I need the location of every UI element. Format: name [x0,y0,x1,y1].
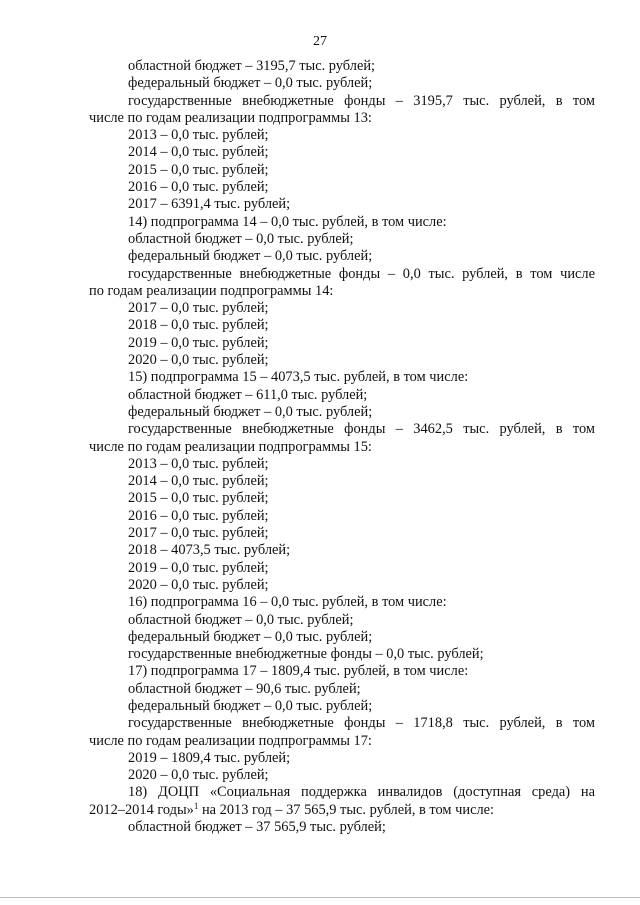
line-text: 2015 – 0,0 тыс. рублей; [128,490,269,507]
text-line [89,525,595,542]
text-line [89,542,595,559]
line-text: 2019 – 0,0 тыс. рублей; [128,559,269,576]
line-text: 15) подпрограмма 15 – 4073,5 тыс. рублей, в том числе: [128,369,469,386]
text-line [89,802,595,819]
text-line [89,127,595,144]
text-line [89,300,595,317]
line-text: 2014 – 0,0 тыс. рублей; [128,144,269,161]
line-text: 2017 – 6391,4 тыс. рублей; [128,196,291,213]
text-line [89,733,595,750]
line-text: областной бюджет – 90,6 тыс. рублей; [128,680,361,697]
text-line [89,317,595,334]
line-text: 2019 – 1809,4 тыс. рублей; [128,749,291,766]
line-text: 2014 – 0,0 тыс. рублей; [128,473,269,490]
text-line [89,819,595,836]
text-line [89,750,595,767]
text-line [89,456,595,473]
text-line [89,179,595,196]
text-line [89,629,595,646]
page-number: 27 [313,34,327,49]
text-line [89,663,595,680]
text-line [89,110,595,127]
line-text: областной бюджет – 3195,7 тыс. рублей; [128,58,376,74]
line-text: федеральный бюджет – 0,0 тыс. рублей; [128,403,373,420]
line-text: 2017 – 0,0 тыс. рублей; [128,300,269,317]
line-text: областной бюджет – 0,0 тыс. рублей; [128,611,354,628]
line-text: областной бюджет – 0,0 тыс. рублей; [128,230,354,247]
line-text: по годам реализации подпрограммы 14: [89,282,334,299]
line-text: 2020 – 0,0 тыс. рублей; [128,352,269,369]
text-line [89,490,595,507]
line-text: 2013 – 0,0 тыс. рублей; [128,455,269,472]
line-text: числе по годам реализации подпрограммы 13: [89,109,372,126]
line-text: 2013 – 0,0 тыс. рублей; [128,127,269,144]
text-line [89,58,595,75]
line-text: областной бюджет – 611,0 тыс. рублей; [128,386,368,403]
text-line [89,75,595,92]
text-line [89,439,595,456]
text-line [89,715,595,732]
text-line [89,352,595,369]
line-text: 14) подпрограмма 14 – 0,0 тыс. рублей, в том числе: [128,213,447,230]
text-line [89,560,595,577]
text-line [89,404,595,421]
footnote-marker: 1 [193,800,199,811]
line-text: 2017 – 0,0 тыс. рублей; [128,525,269,542]
line-text: федеральный бюджет – 0,0 тыс. рублей; [128,75,373,92]
text-line [89,508,595,525]
line-text-continuation: на 2013 год – 37 565,9 тыс. рублей, в том числе: [198,801,495,818]
text-line [89,248,595,265]
line-text: 2019 – 0,0 тыс. рублей; [128,334,269,351]
text-line [89,369,595,386]
text-line [89,784,595,801]
line-text: областной бюджет – 37 565,9 тыс. рублей; [128,819,386,836]
text-line [89,681,595,698]
text-line [89,231,595,248]
line-text: 2020 – 0,0 тыс. рублей; [128,576,269,593]
text-line [89,214,595,231]
line-text: 2018 – 0,0 тыс. рублей; [128,317,269,334]
text-line [89,421,595,438]
line-text: числе по годам реализации подпрограммы 17: [89,732,372,749]
text-line [89,612,595,629]
line-text: 16) подпрограмма 16 – 0,0 тыс. рублей, в том числе: [128,594,447,611]
line-text: 2018 – 4073,5 тыс. рублей; [128,542,291,559]
text-line [89,196,595,213]
text-line [89,387,595,404]
text-line [89,767,595,784]
line-text: 2012–2014 годы» [89,801,194,818]
line-text: 2016 – 0,0 тыс. рублей; [128,507,269,524]
text-line [89,335,595,352]
text-line [89,698,595,715]
line-text: государственные внебюджетные фонды – 1718,8 тыс. рублей, в том [128,715,595,732]
line-text: 2015 – 0,0 тыс. рублей; [128,161,269,178]
line-text: государственные внебюджетные фонды – 0,0 тыс. рублей; [128,646,484,663]
line-text: государственные внебюджетные фонды – 3195,7 тыс. рублей, в том [128,92,595,109]
text-line [89,266,595,283]
text-line [89,144,595,161]
line-text: федеральный бюджет – 0,0 тыс. рублей; [128,248,373,265]
line-text: 2020 – 0,0 тыс. рублей; [128,767,269,784]
page-bottom-edge [0,897,640,898]
line-text: числе по годам реализации подпрограммы 15: [89,438,372,455]
line-text: федеральный бюджет – 0,0 тыс. рублей; [128,697,373,714]
text-line [89,577,595,594]
text-line [89,594,595,611]
document-body [89,58,595,836]
line-text: 2016 – 0,0 тыс. рублей; [128,179,269,196]
text-line [89,473,595,490]
line-text: федеральный бюджет – 0,0 тыс. рублей; [128,628,373,645]
text-line [89,646,595,663]
line-text: 18) ДОЦП «Социальная поддержка инвалидов (доступная среда) на [128,784,595,801]
text-line [89,93,595,110]
line-text: государственные внебюджетные фонды – 0,0 тыс. рублей, в том числе [128,265,595,282]
line-text: 17) подпрограмма 17 – 1809,4 тыс. рублей, в том числе: [128,663,469,680]
line-text: государственные внебюджетные фонды – 3462,5 тыс. рублей, в том [128,421,595,438]
text-line [89,283,595,300]
text-line [89,162,595,179]
